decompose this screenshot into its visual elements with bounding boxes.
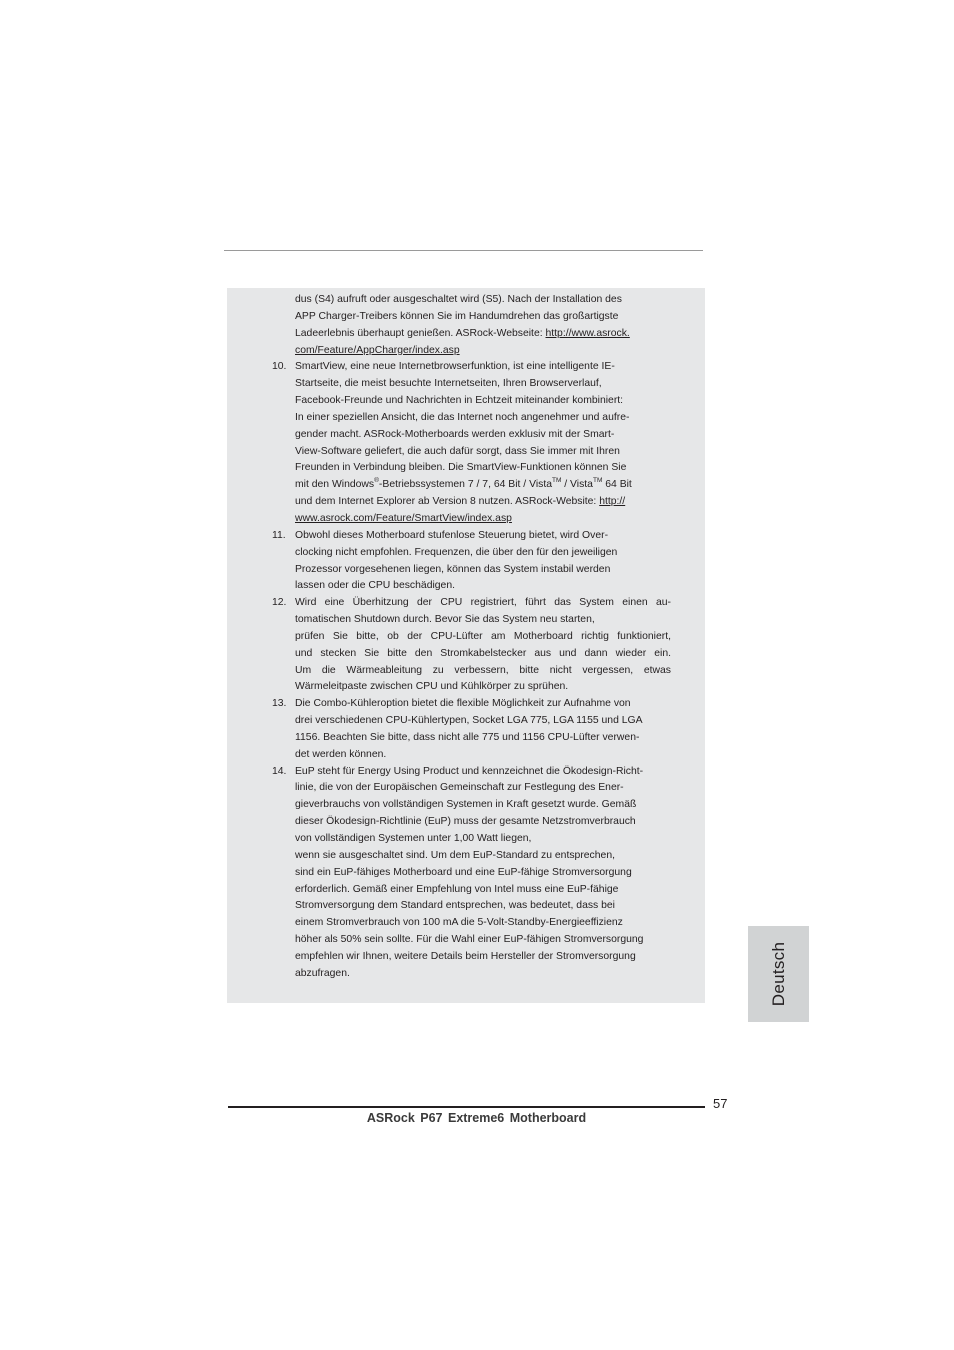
url-link[interactable]: com/Feature/AppCharger/index.asp (295, 344, 460, 356)
text-line (295, 696, 705, 713)
text-run: und dem Internet Explorer ab Version 8 nutzen. ASRock-Website: (295, 496, 600, 508)
footer-title: ASRock P67 Extreme6 Motherboard (366, 1111, 587, 1125)
text-line (295, 427, 705, 444)
text-run: lassen oder die CPU beschädigen. (295, 580, 455, 592)
bottom-rule (228, 1106, 705, 1108)
text-run: Obwohl dieses Motherboard stufenlose Steuerung bietet, wird Over- (295, 529, 609, 541)
page-number: 57 (713, 1096, 728, 1111)
text-line (295, 326, 705, 343)
trademark-mark: ® (374, 476, 379, 484)
text-line (295, 679, 705, 696)
text-run: clocking nicht empfohlen. Frequenzen, die über den für den jeweiligen (295, 546, 618, 558)
text-line (295, 831, 705, 848)
text-line (295, 612, 705, 629)
top-rule (224, 250, 703, 251)
text-line (295, 292, 705, 309)
text-line (295, 747, 705, 764)
text-run: drei verschiedenen CPU-Kühlertypen, Socket LGA 775, LGA 1155 und LGA (295, 715, 643, 727)
text-line (295, 898, 705, 915)
text-line (295, 646, 671, 663)
text-line (295, 494, 705, 511)
text-run: View-Software geliefert, die auch dafür sorgt, dass Sie immer mit Ihren (295, 445, 620, 457)
text-run: tomatischen Shutdown durch. Bevor Sie das System neu starten, (295, 614, 595, 626)
text-run: abzufragen. (295, 967, 350, 979)
trademark-mark: TM (592, 476, 603, 484)
text-run: gieverbrauchs von vollständigen Systemen in Kraft gesetzt wurde. Gemäß (295, 799, 637, 811)
text-run: Um die Wärmeableitung zu verbessern, bitte nicht vergessen, etwas (295, 664, 671, 676)
text-line (295, 528, 705, 545)
content-panel (227, 288, 705, 1003)
note-item (227, 528, 705, 595)
url-link[interactable]: http://www.asrock. (545, 327, 630, 339)
text-line (295, 359, 705, 376)
text-run: APP Charger-Treibers können Sie im Handumdrehen das großartigste (295, 310, 619, 322)
text-run: einem Stromverbrauch von 100 mA die 5-Volt-Standby-Energieeffizienz (295, 917, 623, 929)
text-line (295, 444, 705, 461)
text-run: höher als 50% sein sollte. Für die Wahl einer EuP-fähigen Stromversorgung (295, 934, 644, 946)
text-line (295, 595, 671, 612)
note-number: 14. (272, 765, 287, 777)
note-item (227, 696, 705, 763)
text-line (295, 343, 705, 360)
note-item (227, 359, 705, 527)
language-tab-label: Deutsch (768, 941, 788, 1007)
text-run: Startseite, die meist besuchte Internetseiten, Ihren Browserverlauf, (295, 378, 602, 390)
text-line (295, 713, 705, 730)
text-run: dus (S4) aufruft oder ausgeschaltet wird (S5). Nach der Installation des (295, 294, 622, 305)
text-run: empfehlen wir Ihnen, weitere Details beim Hersteller der Stromversorgung (295, 950, 636, 962)
text-run: dieser Ökodesign-Richtlinie (EuP) muss der gesamte Netzstromverbrauch (295, 816, 636, 828)
text-line (295, 932, 705, 949)
numbered-notes-list (227, 292, 705, 983)
text-line (295, 764, 705, 781)
text-run: / Vista (561, 479, 593, 491)
text-line (295, 915, 705, 932)
note-item (227, 764, 705, 983)
text-line (295, 309, 705, 326)
text-line (295, 578, 705, 595)
text-run: Wird eine Überhitzung der CPU registriert, führt das System einen au- (295, 597, 671, 609)
text-run: -Betriebssystemen 7 / 7, 64 Bit / Vista (378, 479, 552, 491)
text-run: Freunden in Verbindung bleiben. Die SmartView-Funktionen können Sie (295, 462, 627, 474)
text-run: Facebook-Freunde und Nachrichten in Echtzeit miteinander kombiniert: (295, 395, 624, 407)
text-line (295, 814, 705, 831)
text-run: SmartView, eine neue Internetbrowserfunktion, ist eine intelligente IE- (295, 361, 615, 373)
text-line (295, 562, 705, 579)
note-number: 12. (272, 597, 287, 609)
note-item (227, 292, 705, 359)
text-line (295, 882, 705, 899)
text-run: det werden können. (295, 748, 387, 760)
text-line (295, 477, 705, 494)
text-run: prüfen Sie bitte, ob der CPU-Lüfter am Motherboard richtig funktioniert, (295, 630, 671, 642)
text-run: Prozessor vorgesehenen liegen, können das System instabil werden (295, 563, 611, 575)
text-run: erforderlich. Gemäß einer Empfehlung von Intel muss eine EuP-fähige (295, 883, 619, 895)
text-run: Ladeerlebnis überhaupt genießen. ASRock-Webseite: (295, 327, 546, 339)
text-run: 1156. Beachten Sie bitte, dass nicht alle 775 und 1156 CPU-Lüfter verwen- (295, 731, 640, 743)
language-side-tab (748, 926, 809, 1022)
text-run: und stecken Sie bitte den Stromkabelstecker aus und dann wieder ein. (295, 647, 671, 659)
url-link[interactable]: www.asrock.com/Feature/SmartView/index.asp (295, 512, 512, 524)
text-run: Wärmeleitpaste zwischen CPU und Kühlkörper zu sprühen. (295, 681, 569, 693)
note-number: 10. (272, 361, 287, 373)
text-run: gender macht. ASRock-Motherboards werden exklusiv mit der Smart- (295, 428, 615, 440)
text-run: Stromversorgung dem Standard entsprechen, was bedeutet, dass bei (295, 900, 615, 912)
text-run: sind ein EuP-fähiges Motherboard und eine EuP-fähige Stromversorgung (295, 866, 632, 878)
text-line (295, 511, 705, 528)
text-run: mit den Windows (295, 479, 375, 491)
text-line (295, 949, 705, 966)
text-run: 64 Bit (602, 479, 632, 491)
text-line (295, 797, 705, 814)
text-run: wenn sie ausgeschaltet sind. Um dem EuP-Standard zu entsprechen, (295, 849, 615, 861)
note-number: 11. (272, 529, 286, 541)
text-line (295, 376, 705, 393)
text-line (295, 460, 705, 477)
text-line (295, 780, 705, 797)
text-line (295, 966, 705, 983)
trademark-mark: TM (552, 476, 562, 484)
text-line (295, 545, 705, 562)
text-line (295, 730, 705, 747)
text-run: EuP steht für Energy Using Product und kennzeichnet die Ökodesign-Richt- (295, 765, 644, 777)
text-line (295, 393, 705, 410)
note-number: 13. (272, 698, 287, 710)
url-link[interactable]: http:// (599, 496, 626, 508)
text-line (295, 848, 705, 865)
text-run: In einer speziellen Ansicht, die das Internet noch angenehmer und aufre- (295, 411, 630, 423)
text-line (295, 629, 671, 646)
text-line (295, 663, 671, 680)
note-item (227, 595, 705, 696)
text-line (295, 865, 705, 882)
text-run: Die Combo-Kühleroption bietet die flexible Möglichkeit zur Aufnahme von (295, 698, 631, 710)
text-line (295, 410, 705, 427)
text-run: linie, die von der Europäischen Gemeinschaft zur Festlegung des Ener- (295, 782, 624, 794)
text-run: von vollständigen Systemen unter 1,00 Watt liegen, (295, 833, 532, 844)
